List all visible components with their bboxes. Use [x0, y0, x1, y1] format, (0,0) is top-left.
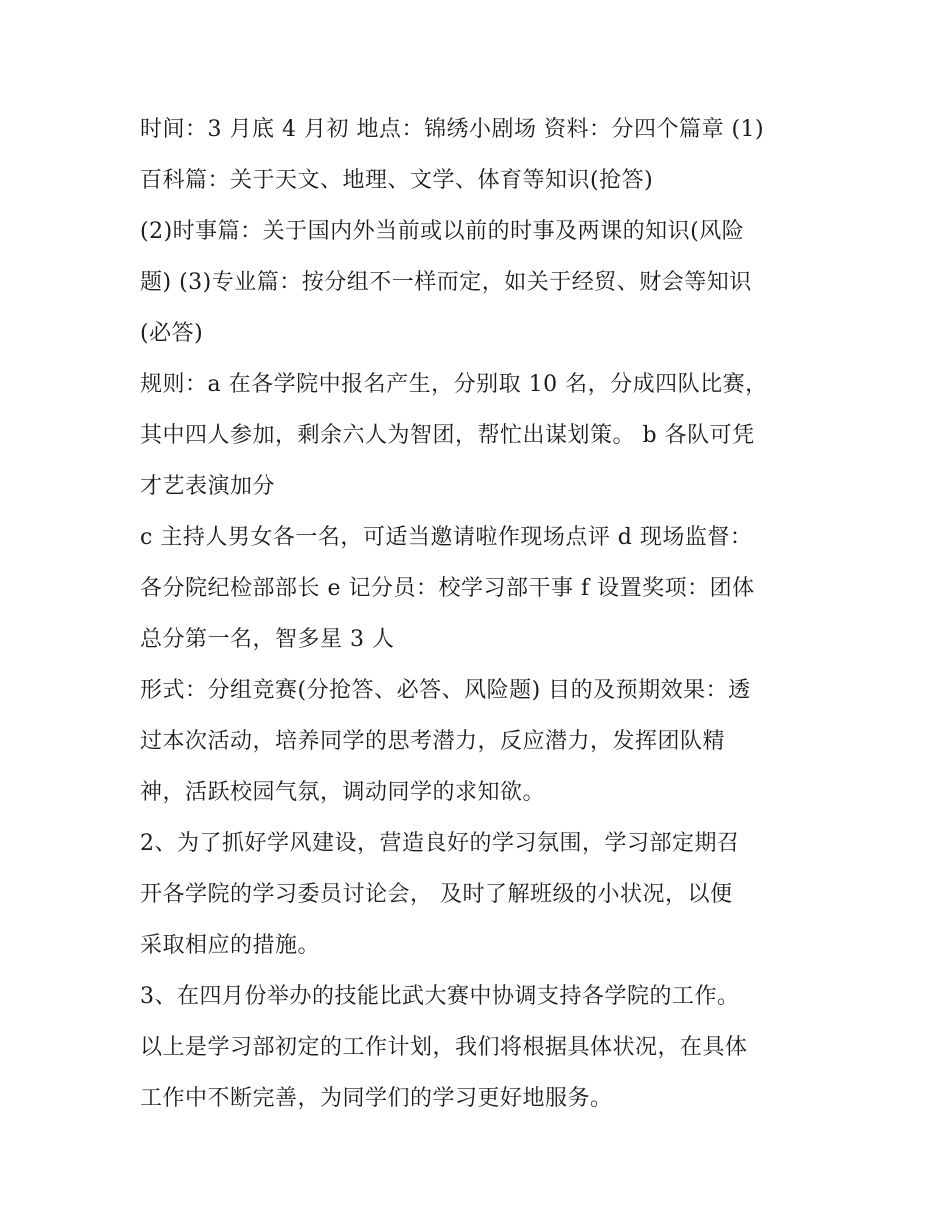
text-line: (2)时事篇：关于国内外当前或以前的时事及两课的知识(风险 — [140, 219, 745, 244]
text-line: 3、在四月份举办的技能比武大赛中协调支持各学院的工作。 — [140, 984, 740, 1009]
text-line: 各分院纪检部部长 e 记分员：校学习部干事 f 设置奖项：团体 — [140, 576, 755, 601]
text-line: 采取相应的措施。 — [140, 933, 321, 958]
text-line: 其中四人参加，剩余六人为智团，帮忙出谋划策。 b 各队可凭 — [140, 423, 755, 448]
text-line: 2、为了抓好学风建设，营造良好的学习氛围，学习部定期召 — [140, 831, 740, 856]
text-line: 开各学院的学习委员讨论会， 及时了解班级的小状况，以便 — [140, 882, 733, 907]
text-line: 形式：分组竞赛(分抢答、必答、风险题) 目的及预期效果：透 — [140, 678, 751, 703]
document-body — [140, 110, 820, 1130]
text-line: 百科篇：关于天文、地理、文学、体育等知识(抢答) — [140, 168, 654, 193]
text-line: 神，活跃校园气氛，调动同学的求知欲。 — [140, 780, 546, 805]
text-line: 总分第一名，智多星 3 人 — [140, 627, 395, 652]
text-line: 工作中不断完善，为同学们的学习更好地服务。 — [140, 1086, 613, 1111]
text-line: 过本次活动，培养同学的思考潜力，反应潜力，发挥团队精 — [140, 729, 726, 754]
text-line: 以上是学习部初定的工作计划，我们将根据具体状况，在具体 — [140, 1035, 748, 1060]
text-line: (必答) — [140, 321, 204, 346]
text-line: 才艺表演加分 — [140, 474, 276, 499]
text-line: 规则：a 在各学院中报名产生，分别取 10 名，分成四队比赛， — [140, 372, 768, 397]
text-line: c 主持人男女各一名，可适当邀请啦作现场点评 d 现场监督： — [140, 525, 753, 550]
text-line: 题) (3)专业篇：按分组不一样而定，如关于经贸、财会等知识 — [140, 270, 752, 295]
text-line: 时间：3 月底 4 月初 地点：锦绣小剧场 资料：分四个篇章 (1) — [140, 117, 765, 142]
